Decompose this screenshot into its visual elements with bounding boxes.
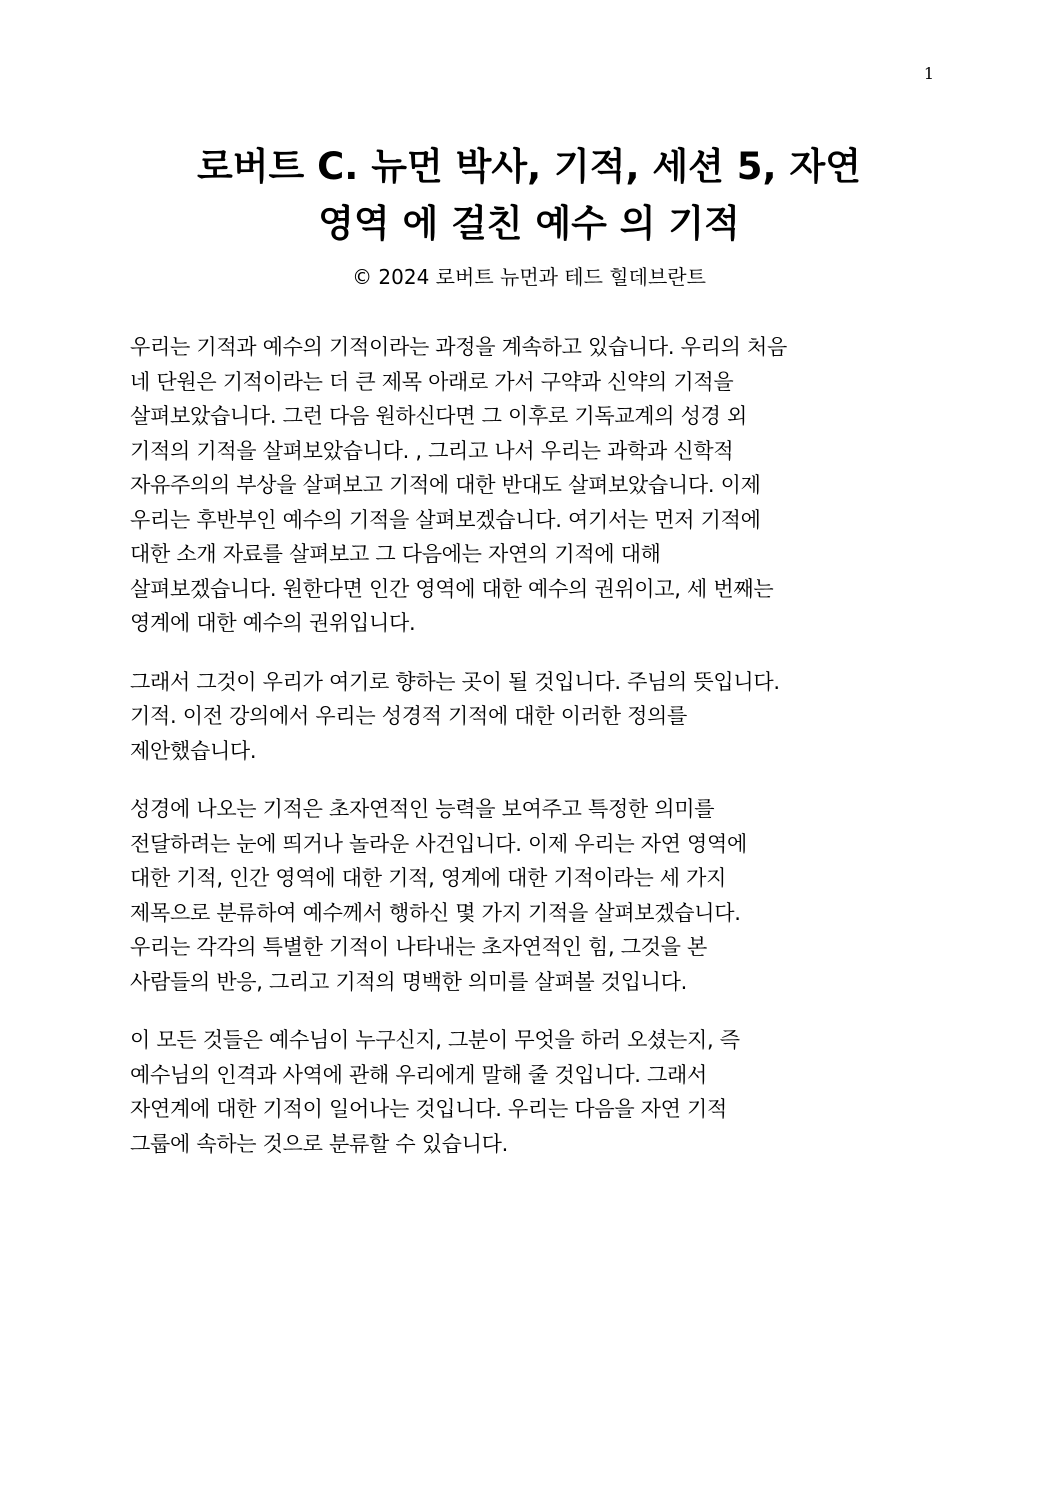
text-line: 이 모든 것들은 예수님이 누구신지, 그분이 무엇을 하러 오셨는지, 즉 xyxy=(130,1028,740,1052)
text-line: 우리는 각각의 특별한 기적이 나타내는 초자연적인 힘, 그것을 본 xyxy=(130,935,708,959)
text-line: 살펴보았습니다. 그런 다음 원하신다면 그 이후로 기독교계의 성경 외 xyxy=(130,404,747,428)
text-line: 자유주의의 부상을 살펴보고 기적에 대한 반대도 살펴보았습니다. 이제 xyxy=(130,473,761,497)
text-line: 영계에 대한 예수의 권위입니다. xyxy=(130,611,416,635)
paragraph-3 xyxy=(130,792,950,999)
text-line: 우리는 기적과 예수의 기적이라는 과정을 계속하고 있습니다. 우리의 처음 xyxy=(130,335,787,359)
text-line: 제안했습니다. xyxy=(130,738,257,763)
title-line: 영역 에 걸친 예수 의 기적 xyxy=(318,202,740,245)
document-body xyxy=(130,330,950,1185)
text-line: 사람들의 반응, 그리고 기적의 명백한 의미를 살펴볼 것입니다. xyxy=(130,969,688,994)
text-line: 성경에 나오는 기적은 초자연적인 능력을 보여주고 특정한 의미를 xyxy=(130,797,715,821)
text-line: 제목으로 분류하여 예수께서 행하신 몇 가지 기적을 살펴보겠습니다. xyxy=(130,900,741,925)
paragraph-4 xyxy=(130,1023,950,1161)
copyright-notice: © 2024 로버트 뉴먼과 테드 힐데브란트 xyxy=(352,265,706,289)
text-line: 네 단원은 기적이라는 더 큰 제목 아래로 가서 구약과 신약의 기적을 xyxy=(130,369,734,394)
text-line: 기적. 이전 강의에서 우리는 성경적 기적에 대한 이러한 정의를 xyxy=(130,704,688,728)
text-line: 그룹에 속하는 것으로 분류할 수 있습니다. xyxy=(130,1131,509,1156)
title-line: 로버트 C. 뉴먼 박사, 기적, 세션 5, 자연 xyxy=(197,145,861,188)
text-line: 예수님의 인격과 사역에 관해 우리에게 말해 줄 것입니다. 그래서 xyxy=(130,1062,708,1087)
text-line: 전달하려는 눈에 띄거나 놀라운 사건입니다. 이제 우리는 자연 영역에 xyxy=(130,831,747,856)
text-line: 기적의 기적을 살펴보았습니다. , 그리고 나서 우리는 과학과 신학적 xyxy=(130,438,734,463)
document-title xyxy=(0,138,1058,252)
paragraph-1 xyxy=(130,330,950,641)
text-line: 그래서 그것이 우리가 여기로 향하는 곳이 될 것입니다. 주님의 뜻입니다. xyxy=(130,669,780,694)
paragraph-2 xyxy=(130,665,950,769)
text-line: 자연계에 대한 기적이 일어나는 것입니다. 우리는 다음을 자연 기적 xyxy=(130,1097,727,1121)
text-line: 살펴보겠습니다. 원한다면 인간 영역에 대한 예수의 권위이고, 세 번째는 xyxy=(130,576,774,601)
text-line: 우리는 후반부인 예수의 기적을 살펴보겠습니다. 여기서는 먼저 기적에 xyxy=(130,507,761,532)
text-line: 대한 소개 자료를 살펴보고 그 다음에는 자연의 기적에 대해 xyxy=(130,542,661,566)
page-number: 1 xyxy=(923,64,934,83)
text-line: 대한 기적, 인간 영역에 대한 기적, 영계에 대한 기적이라는 세 가지 xyxy=(130,866,727,890)
